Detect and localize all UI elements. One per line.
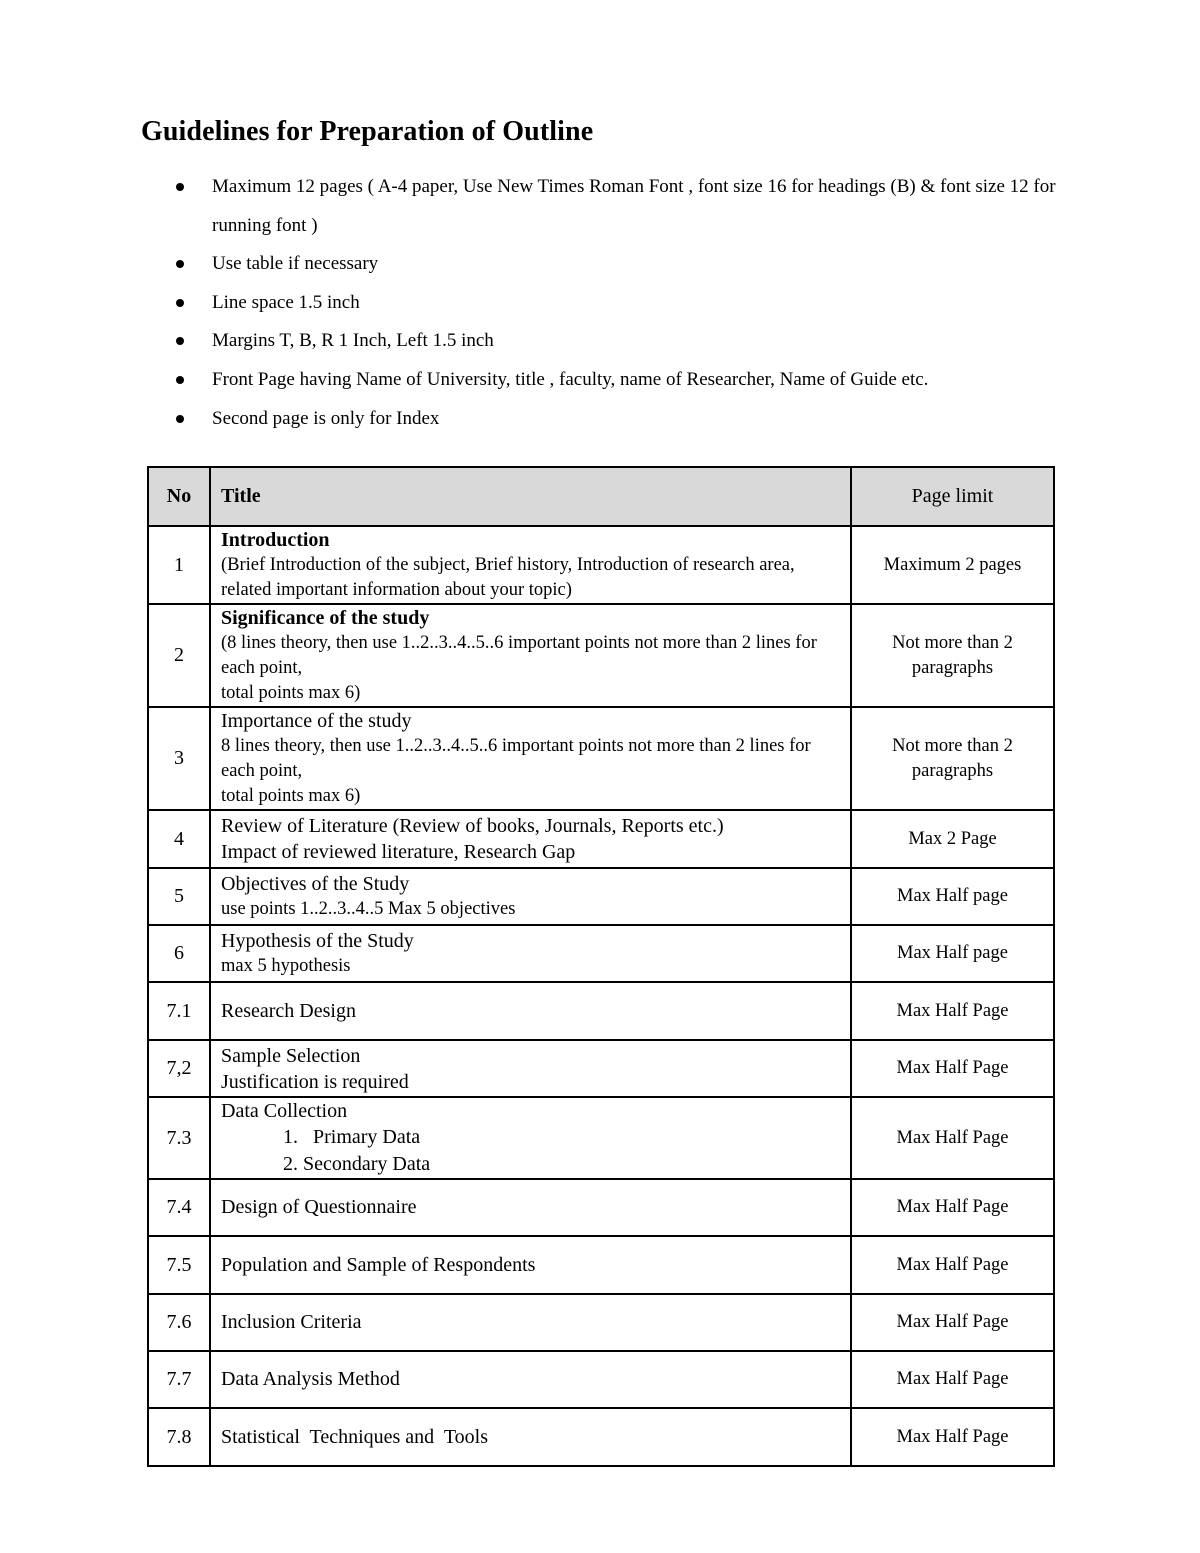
guideline-item: Second page is only for Index [212, 400, 1082, 439]
table-row [148, 810, 1054, 868]
row-title [210, 604, 851, 707]
row-page-limit [851, 1294, 1054, 1351]
row-number: 6 [148, 925, 210, 982]
outline-table [147, 466, 1055, 1467]
table-row [148, 1236, 1054, 1294]
header-no: No [148, 467, 210, 526]
page-limit-text: Max Half Page [896, 1426, 1009, 1447]
row-number: 7.5 [148, 1236, 210, 1294]
guideline-item: Maximum 12 pages ( A-4 paper, Use New Times Roman Font , font size 16 for headings (B) & font size 12 for running font ) [212, 168, 1082, 245]
row-title [210, 1097, 851, 1179]
row-page-limit [851, 1097, 1054, 1179]
row-heading: Population and Sample of Respondents [210, 1236, 851, 1294]
row-description: max 5 hypothesis [221, 956, 351, 976]
guideline-item: Use table if necessary [212, 245, 1082, 284]
table-row [148, 982, 1054, 1040]
page-limit-text: Maximum 2 pages [883, 554, 1022, 575]
data-type-item: 1. Primary Data [283, 1126, 421, 1148]
row-page-limit [851, 604, 1054, 707]
page-limit-text: Max Half Page [896, 1312, 1009, 1332]
row-heading: Review of Literature (Review of books, Journals, Reports etc.) [221, 815, 724, 837]
guideline-item: Front Page having Name of University, title , faculty, name of Researcher, Name of Guide etc. [212, 361, 1082, 400]
row-page-limit [851, 1040, 1054, 1097]
row-page-limit [851, 868, 1054, 925]
row-heading: Importance of the study [221, 710, 412, 732]
page-limit-text: Not more than 2 paragraphs [892, 735, 1013, 781]
row-heading: Introduction [221, 529, 330, 551]
row-number: 7.6 [148, 1294, 210, 1351]
row-heading: Objectives of the Study [221, 873, 410, 895]
table-row [148, 1179, 1054, 1236]
page-limit-text: Max Half Page [896, 1254, 1009, 1275]
row-description: total points max 6) [221, 683, 361, 703]
row-description: (Brief Introduction of the subject, Brief history, Introduction of research area, related important information about your topic) [221, 555, 795, 600]
row-title [210, 810, 851, 868]
row-heading: Data Collection [221, 1100, 348, 1122]
row-description: 8 lines theory, then use 1..2..3..4..5..6 important points not more than 2 lines for each point, [221, 736, 811, 781]
row-heading: Hypothesis of the Study [221, 930, 414, 952]
row-title [210, 707, 851, 810]
row-number: 7.3 [148, 1097, 210, 1179]
table-row [148, 868, 1054, 925]
row-number: 1 [148, 526, 210, 604]
header-page-limit: Page limit [851, 467, 1054, 526]
data-type-item: 2. Secondary Data [283, 1153, 431, 1175]
row-heading: Design of Questionnaire [210, 1179, 851, 1236]
page-limit-text: Max Half page [897, 943, 1008, 963]
guideline-item: Line space 1.5 inch [212, 284, 1082, 323]
row-page-limit [851, 707, 1054, 810]
table-row [148, 604, 1054, 707]
table-header-row [148, 467, 1054, 526]
guideline-list [212, 168, 1082, 438]
page-limit-text: Max Half Page [896, 1197, 1009, 1217]
row-description: (8 lines theory, then use 1..2..3..4..5..6 important points not more than 2 lines for each point, [221, 633, 817, 678]
row-heading: Inclusion Criteria [210, 1294, 851, 1351]
row-page-limit [851, 526, 1054, 604]
page-limit-text: Not more than 2 paragraphs [892, 632, 1013, 678]
row-number: 7.4 [148, 1179, 210, 1236]
row-number: 7,2 [148, 1040, 210, 1097]
row-description: Justification is required [221, 1070, 409, 1093]
row-page-limit [851, 810, 1054, 868]
row-number: 7.7 [148, 1351, 210, 1408]
row-title [210, 1040, 851, 1097]
row-page-limit [851, 925, 1054, 982]
header-title: Title [210, 467, 851, 526]
row-number: 3 [148, 707, 210, 810]
row-number: 7.8 [148, 1408, 210, 1466]
row-title [210, 526, 851, 604]
page-limit-text: Max Half Page [896, 1127, 1009, 1148]
row-page-limit [851, 982, 1054, 1040]
row-heading: Data Analysis Method [210, 1351, 851, 1408]
row-description: Impact of reviewed literature, Research Gap [221, 841, 576, 863]
page-limit-text: Max Half Page [896, 1369, 1009, 1389]
row-number: 4 [148, 810, 210, 868]
row-number: 5 [148, 868, 210, 925]
table-row [148, 1097, 1054, 1179]
row-title [210, 925, 851, 982]
table-row [148, 1408, 1054, 1466]
row-page-limit [851, 1179, 1054, 1236]
table-row [148, 1040, 1054, 1097]
row-number: 7.1 [148, 982, 210, 1040]
page-limit-text: Max Half Page [896, 1000, 1009, 1021]
page-title: Guidelines for Preparation of Outline [141, 116, 594, 147]
table-row [148, 1294, 1054, 1351]
page-limit-text: Max 2 Page [908, 828, 997, 849]
table-row [148, 707, 1054, 810]
row-description: use points 1..2..3..4..5 Max 5 objectives [221, 899, 516, 919]
table-row [148, 1351, 1054, 1408]
guideline-item: Margins T, B, R 1 Inch, Left 1.5 inch [212, 322, 1082, 361]
row-heading: Statistical Techniques and Tools [210, 1408, 851, 1466]
row-heading: Research Design [210, 982, 851, 1040]
page-limit-text: Max Half page [897, 886, 1008, 906]
row-heading: Sample Selection [221, 1044, 361, 1067]
row-page-limit [851, 1236, 1054, 1294]
page-limit-text: Max Half Page [896, 1058, 1009, 1078]
row-description: total points max 6) [221, 786, 361, 806]
row-heading: Significance of the study [221, 607, 430, 629]
row-title [210, 868, 851, 925]
table-row [148, 925, 1054, 982]
row-page-limit [851, 1351, 1054, 1408]
row-page-limit [851, 1408, 1054, 1466]
table-row [148, 526, 1054, 604]
row-number: 2 [148, 604, 210, 707]
